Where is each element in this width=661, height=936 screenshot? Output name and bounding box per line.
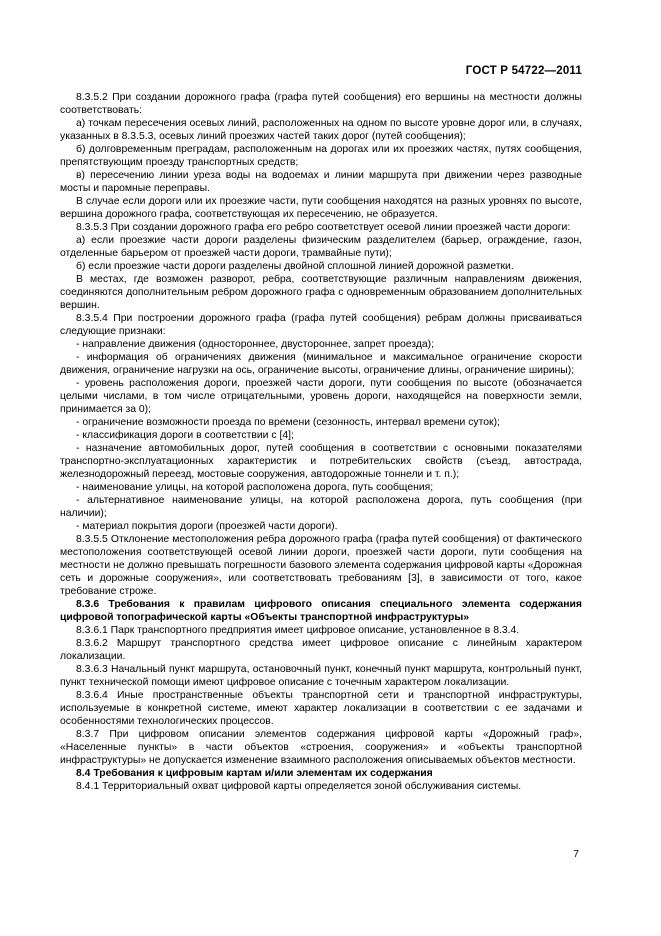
paragraph: 8.3.5.5 Отклонение местоположения ребра дорожного графа (графа путей сообщения) от фактического местоположения соответствующей осевой линии дороги, проезжей части дороги, пути сообщения на местности не должно превышать погрешности базового элемента содержания цифровой карты «Дорожная сеть и дорожные сооружения», или соответствовать требованиям [3], в зависимости от того, какое требование строже. [60, 534, 582, 597]
paragraph: 8.3.6.2 Маршрут транспортного средства имеет цифровое описание с линейным характером локализации. [60, 638, 582, 662]
list-item: - ограничение возможности проезда по времени (сезонность, интервал времени суток); [76, 417, 500, 428]
page-number: 7 [573, 849, 579, 860]
list-item: - уровень расположения дороги, проезжей части дороги, пути сообщения по высоте (обозначается целыми числами, в том числе отрицательными, уровень дороги, находящейся на поверхности земли, принимается за 0); [60, 378, 582, 415]
paragraph: В местах, где возможен разворот, ребра, соответствующие различным направлениям движения, соединяются дополнительным ребром дорожного графа с одновременным образованием дополнительных вершин. [60, 274, 582, 311]
list-item: - назначение автомобильных дорог, путей сообщения в соответствии с основными показателями транспортно-эксплуатационных характеристик и потребительских свойств (съезд, автострада, железнодорожный переезд, мостовые сооружения, автодорожные тоннели и т. п.); [60, 443, 582, 480]
list-item: - информация об ограничениях движения (минимальное и максимальное ограничение скорости движения, ограничение нагрузки на ось, ограничение высоты, ограничение длины, ограничение ширины); [60, 352, 582, 376]
section-heading: 8.4 Требования к цифровым картам и/или элементам их содержания [76, 768, 433, 779]
list-item: б) долговременным преградам, расположенным на дорогах или их проезжих частях, путях сообщения, препятствующим проезду транспортных средств; [60, 144, 582, 168]
list-item: в) пересечению линии уреза воды на водоемах и линии маршрута при движении через разводные мосты и паромные переправы. [60, 170, 582, 194]
paragraph: В случае если дороги или их проезжие части, пути сообщения находятся на разных уровнях по высоте, вершина дорожного графа, соответствующая их пересечению, не образуется. [60, 196, 582, 220]
paragraph: 8.3.5.4 При построении дорожного графа (графа путей сообщения) ребрам должны присваиваться следующие признаки: [60, 313, 582, 337]
list-item: - альтернативное наименование улицы, на которой расположена дорога, путь сообщения (при наличии); [60, 495, 582, 519]
list-item: б) если проезжие части дороги разделены двойной сплошной линией дорожной разметки. [76, 261, 514, 272]
paragraph: 8.3.7 При цифровом описании элементов содержания цифровой карты «Дорожный граф», «Населенные пункты» в части объектов «строения, сооружения» и «объекты транспортной инфраструктуры» не допускается изменение взаимного расположения описываемых объектов местности. [60, 729, 582, 766]
list-item: - наименование улицы, на которой расположена дорога, путь сообщения; [76, 482, 434, 493]
list-item: - направление движения (одностороннее, двустороннее, запрет проезда); [76, 339, 435, 350]
section-heading: 8.3.6 Требования к правилам цифрового описания специального элемента содержания цифровой топографической карты «Объекты транспортной инфраструктуры» [60, 599, 582, 623]
paragraph: 8.3.6.3 Начальный пункт маршрута, остановочный пункт, конечный пункт маршрута, контрольный пункт, пункт технической помощи имеют цифровое описание с точечным характером локализации. [60, 664, 582, 688]
list-item: а) точкам пересечения осевых линий, расположенных на одном по высоте уровне дорог или, в случаях, указанных в 8.3.5.3, осевых линий проезжих частей таких дорог (путей сообщения); [60, 118, 582, 142]
list-item: а) если проезжие части дороги разделены физическим разделителем (барьер, ограждение, газон, отделенные барьером от проезжей части дороги, трамвайные пути); [60, 235, 582, 259]
list-item: - материал покрытия дороги (проезжей части дороги). [76, 521, 338, 532]
paragraph: 8.3.5.2 При создании дорожного графа (графа путей сообщения) его вершины на местности должны соответствовать: [60, 92, 582, 116]
paragraph: 8.4.1 Территориальный охват цифровой карты определяется зоной обслуживания системы. [76, 781, 522, 792]
paragraph: 8.3.5.3 При создании дорожного графа его ребро соответствует осевой линии проезжей части дороги: [76, 222, 571, 233]
body-text [60, 91, 582, 793]
paragraph: 8.3.6.1 Парк транспортного предприятия имеет цифровое описание, установленное в 8.3.4. [76, 625, 520, 636]
paragraph: 8.3.6.4 Иные пространственные объекты транспортной сети и транспортной инфраструктуры, используемые в конкретной системе, имеют характер локализации в соответствии с ее задачами и особенностями технологических процессов. [60, 690, 582, 727]
standard-code-header: ГОСТ Р 54722—2011 [465, 65, 582, 77]
list-item: - классификация дороги в соответствии с [4]; [76, 430, 294, 441]
